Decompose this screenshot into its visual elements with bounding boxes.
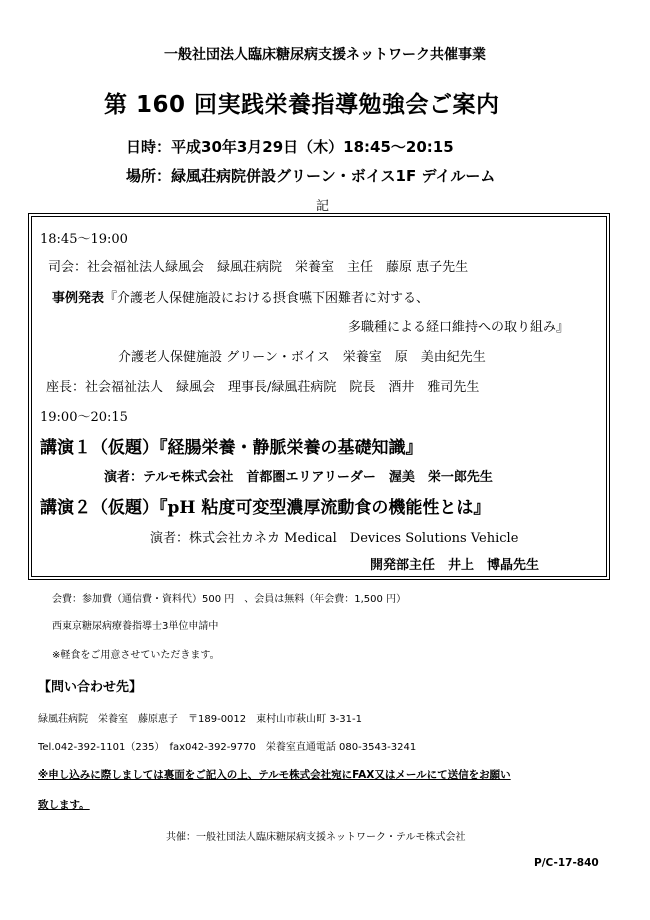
contact-heading: 【問い合わせ先】 <box>38 680 143 695</box>
document-code: P/C-17-840 <box>534 857 599 869</box>
ki-mark: 記 <box>316 199 330 214</box>
chairperson-line: 座長：社会福祉法人 緑風会 理事長/緑風荘病院 院長 酒井 雅司先生 <box>46 380 480 395</box>
cosponsor-line: 共催：一般社団法人臨床糖尿病支援ネットワーク・テルモ株式会社 <box>166 832 466 843</box>
moderator-line: 司会：社会福祉法人緑風会 緑風荘病院 栄養室 主任 藤原 恵子先生 <box>48 260 469 275</box>
case-presenter: 介護老人保健施設 グリーン・ボイス 栄養室 原 美由紀先生 <box>118 350 486 365</box>
credit-line: 西東京糖尿病療養指導士3単位申請中 <box>52 621 219 632</box>
event-venue: 場所：緑風荘病院併設グリーン・ボイス1F デイルーム <box>126 167 496 185</box>
lecture-1-speaker: 演者：テルモ株式会社 首都圏エリアリーダー 渥美 栄一郎先生 <box>104 470 493 485</box>
snack-line: ※軽食をご用意させていただきます。 <box>52 650 220 661</box>
contact-phone: Tel.042-392-1101（235） fax042-392-9770 栄養室直通電話 080-3543-3241 <box>38 742 417 753</box>
fee-line: 会費：参加費（通信費・資料代）500 円 、会員は無料（年会費：1,500 円） <box>52 594 407 605</box>
contact-address: 緑風荘病院 栄養室 藤原恵子 〒189-0012 東村山市萩山町 3-31-1 <box>38 714 362 725</box>
application-notice-line-1: ※申し込みに際しましては裏面をご記入の上、テルモ株式会社宛にFAX又はメールにて送信をお願い <box>38 769 511 781</box>
lecture-1-title: 講演１（仮題）『経腸栄養・静脈栄養の基礎知識』 <box>40 438 423 458</box>
case-report-title-1: 『介護老人保健施設における摂食嚥下困難者に対する、 <box>104 291 430 306</box>
case-report-title-2: 多職種による経口維持への取り組み』 <box>348 320 570 335</box>
lecture-2-speaker-line-1: 演者：株式会社カネカ Medical Devices Solutions Vehicle <box>150 531 519 546</box>
application-notice-line-2: 致します。 <box>38 799 90 811</box>
case-report-label: 事例発表 <box>52 291 105 306</box>
time-slot-1: 18:45～19:00 <box>40 232 128 247</box>
organizer-line: 一般社団法人臨床糖尿病支援ネットワーク共催事業 <box>164 47 486 63</box>
case-report-line-1 <box>52 287 429 306</box>
lecture-2-title: 講演２（仮題）『pH 粘度可変型濃厚流動食の機能性とは』 <box>40 498 491 518</box>
event-datetime: 日時：平成30年3月29日（木）18:45～20:15 <box>126 138 454 156</box>
time-slot-2: 19:00～20:15 <box>40 410 128 425</box>
page-title: 第 160 回実践栄養指導勉強会ご案内 <box>104 92 500 118</box>
lecture-2-speaker-line-2: 開発部主任 井上 博晶先生 <box>370 558 540 573</box>
